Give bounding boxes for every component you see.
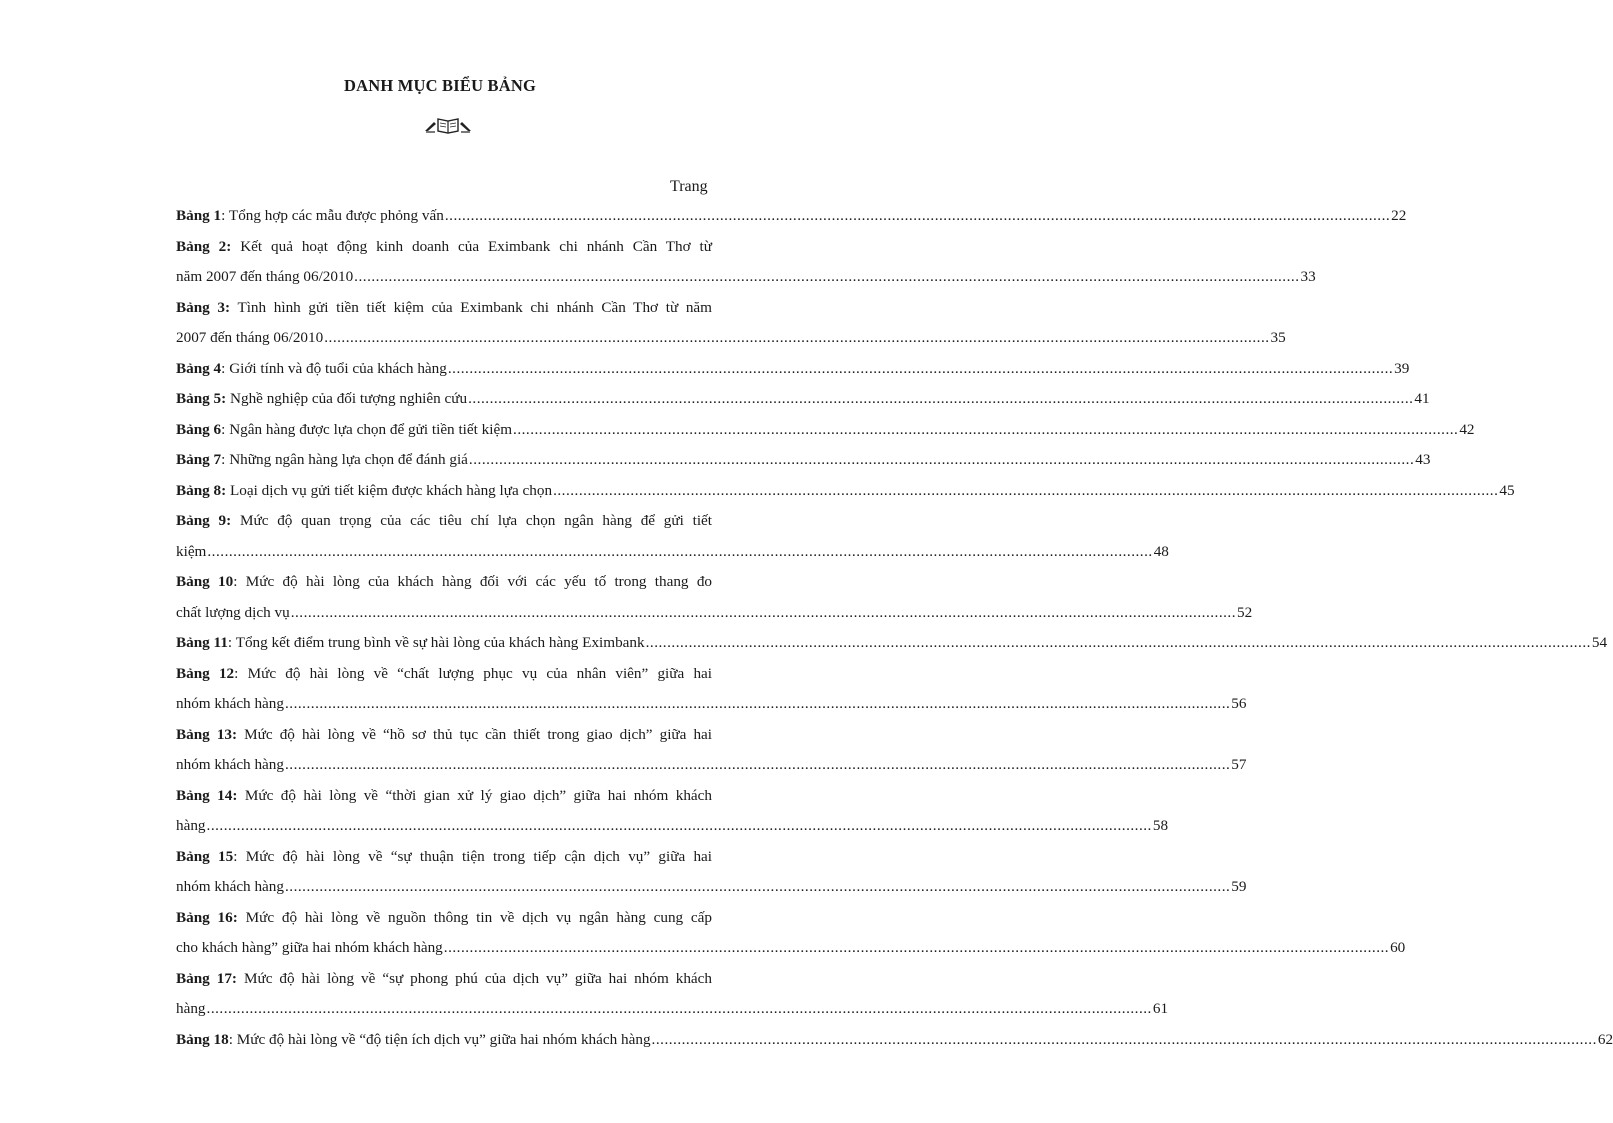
- dot-leader: ............................................................................................................................................................................................................................: [513, 420, 1459, 438]
- dot-leader: ............................................................................................................................................................................................................................: [651, 1030, 1597, 1048]
- toc-entry: [176, 384, 1430, 415]
- entry-text: Những ngân hàng lựa chọn để đánh giá: [229, 451, 468, 468]
- entry-text: Nghề nghiệp của đối tượng nghiên cứu: [230, 390, 468, 407]
- entry-text: Tổng hợp các mẫu được phỏng vấn: [228, 207, 444, 224]
- toc-entry: [176, 354, 1410, 385]
- entry-text: hàng: [176, 1000, 206, 1017]
- toc-entry: [176, 964, 1169, 1025]
- entry-label: Bảng 3:: [176, 298, 231, 316]
- entry-page-number: 33: [1300, 268, 1316, 285]
- entry-label: Bảng 12: [176, 664, 235, 682]
- entry-page-number: 59: [1231, 878, 1247, 895]
- toc-entry: [176, 567, 1253, 628]
- toc-entry: [176, 201, 1407, 232]
- entry-text: hàng: [176, 817, 206, 834]
- table-of-contents: [176, 201, 1613, 1055]
- entry-page-number: 54: [1591, 634, 1608, 651]
- entry-label: Bảng 11: [176, 634, 228, 651]
- entry-text: Mức độ hài lòng về “thời gian xử lý giao dịch” giữa hai nhóm khách: [244, 786, 712, 804]
- entry-text: kiệm: [176, 542, 207, 560]
- entry-label: Bảng 17:: [176, 969, 237, 987]
- toc-entry: [176, 842, 1247, 903]
- book-quill-ornament-icon: [424, 116, 472, 134]
- entry-label: Bảng 2:: [176, 237, 232, 255]
- entry-label: Bảng 18: [176, 1030, 229, 1048]
- toc-entry: [176, 293, 1286, 354]
- toc-entry: [176, 476, 1515, 507]
- entry-label: Bảng 1: [176, 207, 222, 224]
- toc-entry: [176, 232, 1316, 293]
- entry-separator: :: [221, 420, 226, 438]
- entry-text: cho khách hàng” giữa hai nhóm khách hàng: [176, 939, 443, 956]
- entry-page-number: 43: [1415, 451, 1431, 468]
- entry-label: Bảng 13:: [176, 725, 238, 743]
- dot-leader: ............................................................................................................................................................................................................................: [553, 481, 1499, 499]
- entry-text: nhóm khách hàng: [176, 756, 284, 773]
- dot-leader: ............................................................................................................................................................................................................................: [206, 817, 1152, 834]
- toc-entry: [176, 445, 1431, 476]
- entry-label: Bảng 16:: [176, 908, 238, 926]
- entry-text: năm 2007 đến tháng 06/2010: [176, 268, 354, 285]
- toc-entry: [176, 720, 1247, 781]
- toc-entry: [176, 506, 1169, 567]
- dot-leader: ............................................................................................................................................................................................................................: [444, 207, 1391, 224]
- entry-separator: :: [227, 634, 233, 651]
- entry-page-number: 60: [1390, 939, 1406, 956]
- entry-separator: :: [228, 1030, 233, 1048]
- toc-entry: [176, 659, 1247, 720]
- entry-text: Kết quả hoạt động kinh doanh của Eximbank chi nhánh Cần Thơ từ: [240, 237, 713, 255]
- entry-separator: :: [233, 847, 238, 865]
- dot-leader: ............................................................................................................................................................................................................................: [284, 695, 1231, 712]
- entry-label: Bảng 6: [176, 420, 222, 438]
- toc-entry: [176, 781, 1169, 842]
- dot-leader: ............................................................................................................................................................................................................................: [443, 939, 1390, 956]
- entry-text: Loại dịch vụ gửi tiết kiệm được khách hàng lựa chọn: [230, 481, 553, 499]
- entry-text: Tình hình gửi tiền tiết kiệm của Eximbank chi nhánh Cần Thơ từ năm: [237, 298, 712, 316]
- entry-page-number: 41: [1414, 390, 1430, 407]
- entry-label: Bảng 7: [176, 451, 222, 468]
- dot-leader: ............................................................................................................................................................................................................................: [645, 634, 1591, 651]
- dot-leader: ............................................................................................................................................................................................................................: [324, 329, 1270, 346]
- entry-text: chất lượng dịch vụ: [176, 603, 290, 621]
- entry-separator: :: [234, 664, 239, 682]
- entry-page-number: 35: [1270, 329, 1286, 346]
- dot-leader: ............................................................................................................................................................................................................................: [447, 359, 1394, 377]
- page-column-label: Trang: [670, 178, 708, 195]
- dot-leader: ............................................................................................................................................................................................................................: [284, 756, 1231, 773]
- entry-text: Mức độ hài lòng về nguồn thông tin về dịch vụ ngân hàng cung cấp: [245, 908, 713, 926]
- entry-page-number: 56: [1231, 695, 1247, 712]
- dot-leader: ............................................................................................................................................................................................................................: [207, 542, 1153, 560]
- entry-page-number: 62: [1597, 1030, 1613, 1048]
- entry-text: Mức độ hài lòng về “chất lượng phục vụ của nhân viên” giữa hai: [247, 664, 713, 682]
- entry-page-number: 42: [1459, 420, 1475, 438]
- page-title: DANH MỤC BIỂU BẢNG: [344, 76, 536, 95]
- toc-entry: [176, 1025, 1613, 1056]
- entry-page-number: 57: [1231, 756, 1247, 773]
- entry-text: Ngân hàng được lựa chọn để gửi tiền tiết kiệm: [229, 420, 513, 438]
- entry-label: Bảng 4: [176, 359, 222, 377]
- entry-text: nhóm khách hàng: [176, 878, 284, 895]
- entry-page-number: 58: [1152, 817, 1169, 834]
- entry-text: Mức độ hài lòng về “sự thuận tiện trong tiếp cận dịch vụ” giữa hai: [245, 847, 713, 865]
- entry-label: Bảng 9:: [176, 512, 232, 529]
- entry-text: Mức độ hài lòng về “hồ sơ thủ tục cần thiết trong giao dịch” giữa hai: [244, 725, 713, 743]
- entry-page-number: 39: [1394, 359, 1410, 377]
- entry-label: Bảng 8:: [176, 481, 227, 499]
- entry-separator: :: [221, 451, 226, 468]
- entry-page-number: 45: [1499, 481, 1515, 499]
- toc-entry: [176, 415, 1475, 446]
- entry-separator: :: [221, 359, 226, 377]
- entry-page-number: 61: [1152, 1000, 1169, 1017]
- toc-entry: [176, 628, 1608, 659]
- entry-label: Bảng 5:: [176, 390, 227, 407]
- dot-leader: ............................................................................................................................................................................................................................: [284, 878, 1231, 895]
- entry-text: Giới tính và độ tuổi của khách hàng: [229, 359, 447, 377]
- entry-text: 2007 đến tháng 06/2010: [176, 329, 324, 346]
- entry-text: Mức độ quan trọng của các tiêu chí lựa chọn ngân hàng để gửi tiết: [239, 512, 712, 529]
- dot-leader: ............................................................................................................................................................................................................................: [354, 268, 1300, 285]
- entry-page-number: 52: [1237, 603, 1253, 621]
- entry-separator: :: [221, 207, 226, 224]
- entry-text: Mức độ hài lòng về “độ tiện ích dịch vụ” giữa hai nhóm khách hàng: [236, 1030, 651, 1048]
- dot-leader: ............................................................................................................................................................................................................................: [290, 603, 1237, 621]
- entry-page-number: 48: [1153, 542, 1169, 560]
- entry-text: nhóm khách hàng: [176, 695, 284, 712]
- entry-label: Bảng 14:: [176, 786, 238, 804]
- entry-label: Bảng 15: [176, 847, 234, 865]
- entry-text: Tổng kết điểm trung bình về sự hài lòng của khách hàng Eximbank: [235, 634, 645, 651]
- dot-leader: ............................................................................................................................................................................................................................: [206, 1000, 1152, 1017]
- dot-leader: ............................................................................................................................................................................................................................: [468, 451, 1415, 468]
- entry-text: Mức độ hài lòng của khách hàng đối với các yếu tố trong thang đo: [245, 573, 713, 590]
- entry-label: Bảng 10: [176, 573, 234, 590]
- entry-text: Mức độ hài lòng về “sự phong phú của dịch vụ” giữa hai nhóm khách: [243, 969, 712, 987]
- entry-separator: :: [233, 573, 238, 590]
- dot-leader: ............................................................................................................................................................................................................................: [468, 390, 1414, 407]
- toc-entry: [176, 903, 1406, 964]
- entry-page-number: 22: [1391, 207, 1407, 224]
